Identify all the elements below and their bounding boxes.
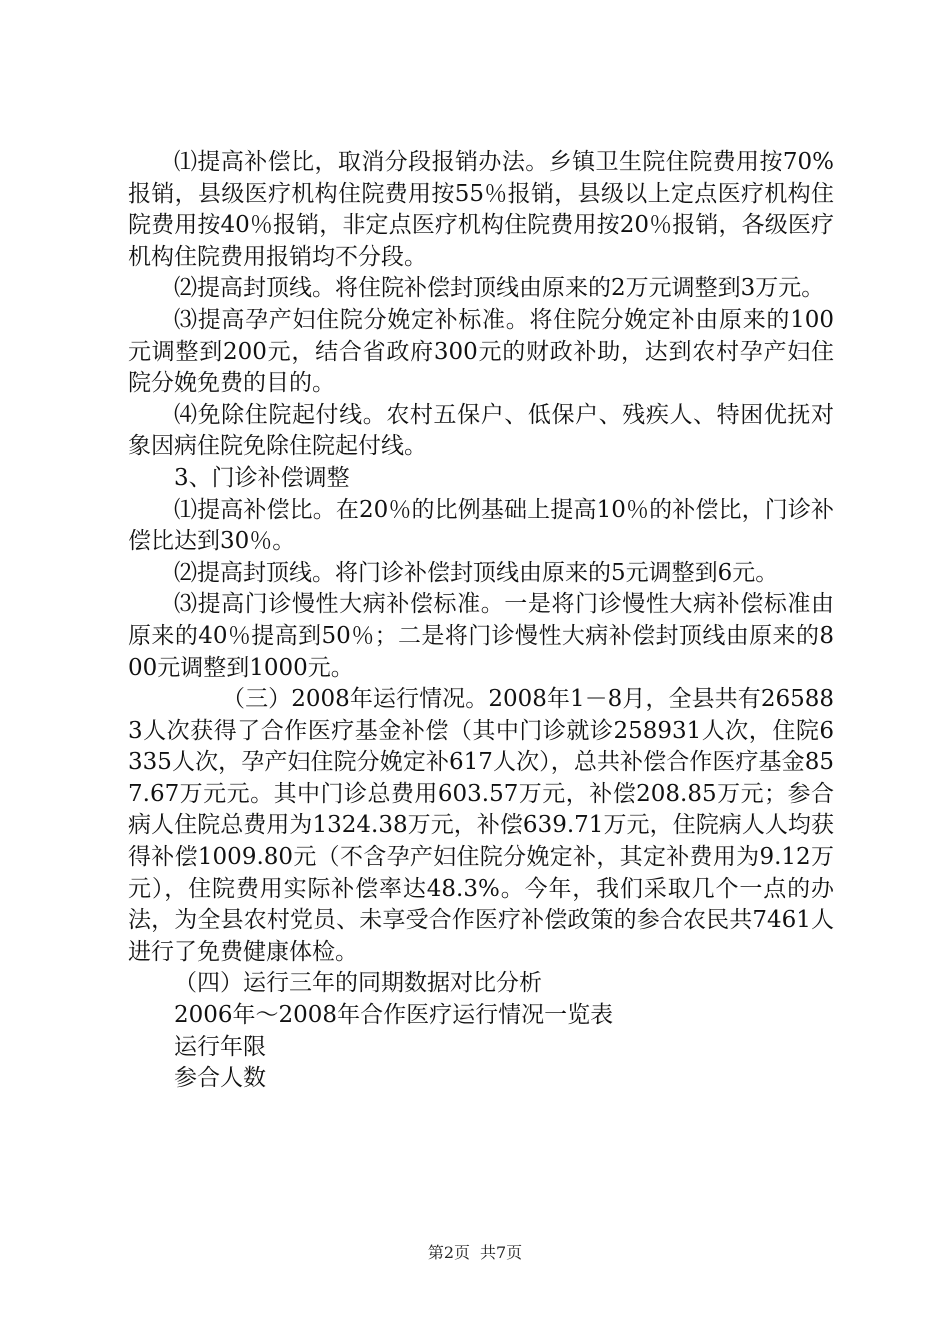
table-label-participants: 参合人数 [174,1065,266,1092]
page-number: 第2页 [427,1243,470,1262]
paragraph-chronic-disease: ⑶提高门诊慢性大病补偿标准。一是将门诊慢性大病补偿标准由原来的40％提高到50％；二是将门诊慢性大病补偿封顶线由原来的800元调整到1000元。 [128,591,834,681]
page-footer [0,1243,950,1263]
paragraph-inpatient-ratio: ⑴提高补偿比，取消分段报销办法。乡镇卫生院住院费用按70%报销，县级医疗机构住院费用按55％报销，县级以上定点医疗机构住院费用按40％报销，非定点医疗机构住院费用按20％报销，各级医疗机构住院费用报销均不分段。 [128,149,834,270]
document-body [128,147,834,1095]
paragraph-outpatient-ratio: ⑴提高补偿比。在20％的比例基础上提高10％的补偿比，门诊补偿比达到30％。 [128,496,834,555]
section-heading-outpatient: 3、门诊补偿调整 [174,464,350,491]
paragraph-maternity-subsidy: ⑶提高孕产妇住院分娩定补标准。将住院分娩定补由原来的100元调整到200元，结合省政府300元的财政补助，达到农村孕产妇住院分娩免费的目的。 [128,306,834,397]
table-title: 2006年～2008年合作医疗运行情况一览表 [174,1002,614,1029]
table-label-years: 运行年限 [174,1033,266,1060]
paragraph-outpatient-cap: ⑵提高封顶线。将门诊补偿封顶线由原来的5元调整到6元。 [174,559,779,586]
paragraph-waive-deductible: ⑷免除住院起付线。农村五保户、低保户、残疾人、特困优抚对象因病住院免除住院起付线。 [128,401,834,460]
paragraph-inpatient-cap: ⑵提高封顶线。将住院补偿封顶线由原来的2万元调整到3万元。 [174,275,825,302]
paragraph-2008-operation: （三）2008年运行情况。2008年1－8月，全县共有265883人次获得了合作医疗基金补偿（其中门诊就诊258931人次，住院6335人次，孕产妇住院分娩定补617人次），总共补偿合作医疗基金857.67万元元。其中门诊总费用603.57万元，补偿208.85万元；参合病人住院总费用为1324.38万元，补偿639.71万元，住院病人人均获得补偿1009.80元（不含孕产妇住院分娩定补，其定补费用为9.12万元），住院费用实际补偿率达48.3%。今年，我们采取几个一点的办法，为全县农村党员、未享受合作医疗补偿政策的参合农民共7461人进行了免费健康体检。 [128,686,834,965]
page-total: 共7页 [480,1243,523,1262]
section-heading-comparison: （四）运行三年的同期数据对比分析 [174,970,542,997]
